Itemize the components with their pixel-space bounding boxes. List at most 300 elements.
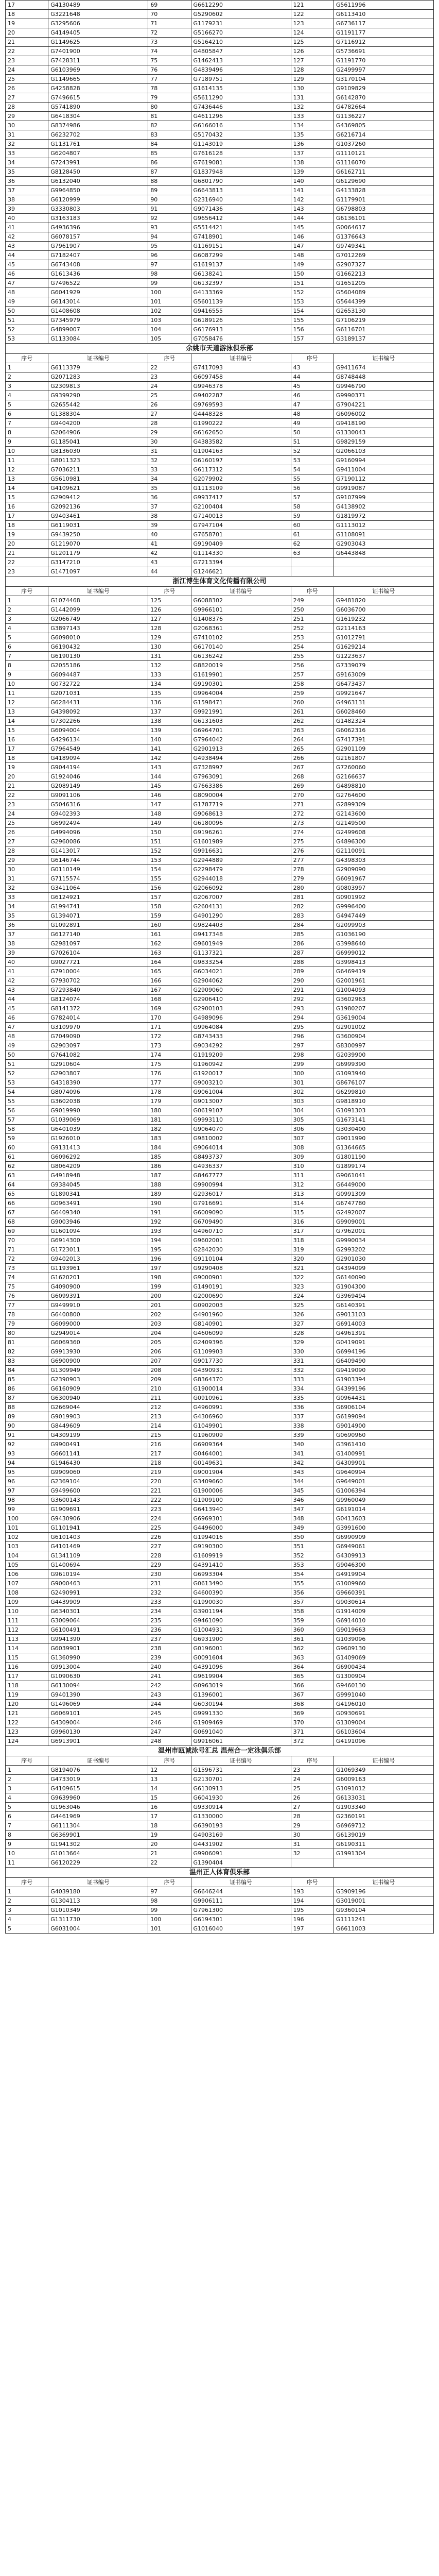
seq-cell: 97 bbox=[148, 1887, 191, 1896]
cert-cell: G9909060 bbox=[48, 1468, 148, 1477]
cert-cell: G4782664 bbox=[333, 103, 433, 112]
seq-cell: 91 bbox=[6, 1431, 48, 1440]
table-row bbox=[6, 1690, 434, 1700]
table-row bbox=[6, 410, 434, 419]
table-row bbox=[6, 902, 434, 911]
seq-cell: 76 bbox=[148, 65, 191, 75]
cert-cell: G6078157 bbox=[48, 232, 148, 242]
cert-cell: G9418190 bbox=[333, 419, 433, 428]
cert-cell: G4901960 bbox=[191, 1310, 291, 1319]
cert-cell: G1394071 bbox=[48, 911, 148, 921]
seq-cell: 106 bbox=[6, 1570, 48, 1579]
cert-cell: G3991600 bbox=[333, 1523, 433, 1533]
seq-cell: 321 bbox=[291, 1264, 333, 1273]
table-row bbox=[6, 1115, 434, 1125]
seq-cell bbox=[291, 567, 333, 577]
seq-header: 序号 bbox=[6, 1878, 48, 1887]
seq-cell: 86 bbox=[148, 158, 191, 167]
cert-cell: G6160197 bbox=[191, 456, 291, 465]
seq-cell: 189 bbox=[148, 1190, 191, 1199]
cert-cell: G9601949 bbox=[191, 939, 291, 948]
cert-cell: G4896300 bbox=[333, 837, 433, 846]
table-row bbox=[6, 1625, 434, 1635]
cert-cell: G9068613 bbox=[191, 809, 291, 819]
table-row bbox=[6, 549, 434, 558]
seq-cell: 44 bbox=[148, 567, 191, 577]
table-row bbox=[6, 1681, 434, 1690]
table-row bbox=[6, 1766, 434, 1775]
seq-cell: 139 bbox=[148, 726, 191, 735]
seq-cell: 88 bbox=[148, 177, 191, 186]
table-row bbox=[6, 19, 434, 28]
seq-cell: 330 bbox=[291, 1347, 333, 1357]
table-row bbox=[6, 232, 434, 242]
cert-cell: G1093940 bbox=[333, 1069, 433, 1078]
cert-cell: G9649001 bbox=[333, 1477, 433, 1486]
cert-cell: G8467777 bbox=[191, 1171, 291, 1180]
seq-cell: 172 bbox=[148, 1032, 191, 1041]
cert-cell: G9996400 bbox=[333, 902, 433, 911]
table-row bbox=[6, 521, 434, 530]
seq-cell: 94 bbox=[6, 1459, 48, 1468]
table-row bbox=[6, 177, 434, 186]
cert-cell: G1620201 bbox=[48, 1273, 148, 1282]
seq-cell: 61 bbox=[291, 530, 333, 539]
seq-cell: 32 bbox=[148, 456, 191, 465]
table-row bbox=[6, 167, 434, 177]
seq-cell: 92 bbox=[6, 1440, 48, 1449]
cert-cell: G1193961 bbox=[48, 1264, 148, 1273]
cert-cell: G4989096 bbox=[191, 1013, 291, 1023]
seq-cell: 202 bbox=[148, 1310, 191, 1319]
cert-cell: G3109970 bbox=[48, 1023, 148, 1032]
seq-cell: 7 bbox=[6, 419, 48, 428]
seq-cell: 240 bbox=[148, 1663, 191, 1672]
table-row bbox=[6, 1793, 434, 1803]
cert-cell: G0691040 bbox=[191, 1727, 291, 1737]
seq-cell: 224 bbox=[148, 1514, 191, 1523]
seq-cell: 319 bbox=[291, 1245, 333, 1255]
cert-cell: G8011323 bbox=[48, 456, 148, 465]
table-row bbox=[6, 205, 434, 214]
seq-cell: 158 bbox=[148, 902, 191, 911]
cert-cell: G6798803 bbox=[333, 205, 433, 214]
table-row bbox=[6, 223, 434, 232]
seq-cell: 52 bbox=[6, 1069, 48, 1078]
cert-cell: G0149631 bbox=[191, 1459, 291, 1468]
cert-cell: G9064070 bbox=[191, 1125, 291, 1134]
seq-cell: 21 bbox=[6, 549, 48, 558]
cert-cell: G6390193 bbox=[191, 1821, 291, 1831]
seq-cell: 24 bbox=[291, 1775, 333, 1784]
seq-cell: 361 bbox=[291, 1635, 333, 1644]
seq-cell: 49 bbox=[6, 297, 48, 307]
seq-cell: 339 bbox=[291, 1431, 333, 1440]
seq-cell: 209 bbox=[148, 1375, 191, 1384]
seq-cell: 8 bbox=[6, 1831, 48, 1840]
seq-cell: 84 bbox=[148, 140, 191, 149]
cert-cell: G4901290 bbox=[191, 911, 291, 921]
seq-cell: 310 bbox=[291, 1162, 333, 1171]
seq-cell: 201 bbox=[148, 1301, 191, 1310]
cert-cell: G3602038 bbox=[48, 1097, 148, 1106]
cert-cell: G0901992 bbox=[333, 893, 433, 902]
seq-cell: 124 bbox=[291, 28, 333, 38]
seq-cell: 25 bbox=[6, 75, 48, 84]
table-row bbox=[6, 1004, 434, 1013]
seq-cell: 24 bbox=[148, 382, 191, 391]
seq-cell: 314 bbox=[291, 1199, 333, 1208]
cert-cell: G1133084 bbox=[48, 334, 148, 344]
seq-cell: 90 bbox=[6, 1421, 48, 1431]
cert-cell: G1963046 bbox=[48, 1803, 148, 1812]
cert-cell: G6009163 bbox=[333, 1775, 433, 1784]
seq-cell: 12 bbox=[148, 1766, 191, 1775]
cert-cell: G9399290 bbox=[48, 391, 148, 400]
cert-cell: G6969712 bbox=[333, 1821, 433, 1831]
table-row bbox=[6, 1561, 434, 1570]
cert-cell: G6101403 bbox=[48, 1533, 148, 1542]
seq-cell: 5 bbox=[6, 1924, 48, 1934]
seq-cell: 153 bbox=[148, 856, 191, 865]
cert-cell: G1903394 bbox=[333, 1375, 433, 1384]
cert-cell: G9602001 bbox=[191, 1236, 291, 1245]
table-row bbox=[6, 1588, 434, 1598]
seq-cell: 32 bbox=[6, 140, 48, 149]
seq-cell: 55 bbox=[6, 1097, 48, 1106]
cert-cell: G6120999 bbox=[48, 195, 148, 205]
seq-cell: 198 bbox=[148, 1273, 191, 1282]
cert-cell: G1036190 bbox=[333, 930, 433, 939]
cert-cell: G6736117 bbox=[333, 19, 433, 28]
seq-cell: 130 bbox=[291, 84, 333, 93]
cert-cell: G1471097 bbox=[48, 567, 148, 577]
cert-cell: G9013007 bbox=[191, 1097, 291, 1106]
cert-cell: G1900006 bbox=[191, 1486, 291, 1496]
seq-cell: 356 bbox=[291, 1588, 333, 1598]
cert-cell: G4398303 bbox=[333, 856, 433, 865]
seq-cell: 9 bbox=[6, 1840, 48, 1849]
seq-cell: 184 bbox=[148, 1143, 191, 1153]
table-row bbox=[6, 1412, 434, 1421]
cert-cell: G9401390 bbox=[48, 1690, 148, 1700]
seq-cell: 231 bbox=[148, 1579, 191, 1588]
cert-cell: G9946378 bbox=[191, 382, 291, 391]
cert-cell: G5741890 bbox=[48, 103, 148, 112]
table-row bbox=[6, 791, 434, 800]
cert-cell: G6069101 bbox=[48, 1709, 148, 1718]
table-row bbox=[6, 1727, 434, 1737]
cert-cell: G6170140 bbox=[191, 642, 291, 652]
cert-cell: G9003946 bbox=[48, 1217, 148, 1227]
seq-cell: 294 bbox=[291, 1013, 333, 1023]
table-row bbox=[6, 1255, 434, 1264]
table-row bbox=[6, 400, 434, 410]
cert-cell: G9000463 bbox=[48, 1579, 148, 1588]
seq-cell: 97 bbox=[148, 260, 191, 269]
seq-cell: 111 bbox=[6, 1616, 48, 1625]
seq-cell: 109 bbox=[6, 1598, 48, 1607]
seq-cell: 61 bbox=[6, 1153, 48, 1162]
table-row bbox=[6, 1050, 434, 1060]
cert-cell: G1619137 bbox=[191, 260, 291, 269]
seq-cell: 4 bbox=[6, 1915, 48, 1924]
cert-cell: G6743408 bbox=[48, 260, 148, 269]
seq-cell: 281 bbox=[291, 893, 333, 902]
cert-cell: G4369805 bbox=[333, 121, 433, 130]
seq-cell: 302 bbox=[291, 1088, 333, 1097]
cert-cell: G7962001 bbox=[333, 1227, 433, 1236]
cert-cell: G1960909 bbox=[191, 1431, 291, 1440]
seq-cell: 287 bbox=[291, 948, 333, 958]
table-row bbox=[6, 1775, 434, 1784]
cert-cell: G7036211 bbox=[48, 465, 148, 474]
seq-cell: 3 bbox=[6, 1906, 48, 1915]
seq-cell: 35 bbox=[6, 167, 48, 177]
cert-cell: G8820019 bbox=[191, 661, 291, 670]
cert-cell: G9619904 bbox=[191, 1672, 291, 1681]
table-row bbox=[6, 1264, 434, 1273]
cert-cell: G1111241 bbox=[333, 1915, 433, 1924]
seq-cell: 291 bbox=[291, 986, 333, 995]
cert-cell: G1496069 bbox=[48, 1700, 148, 1709]
seq-cell: 15 bbox=[148, 1793, 191, 1803]
cert-cell: G7345979 bbox=[48, 316, 148, 325]
table-row bbox=[6, 1477, 434, 1486]
seq-cell: 17 bbox=[148, 1812, 191, 1821]
cert-cell: G1143019 bbox=[191, 140, 291, 149]
seq-cell: 13 bbox=[6, 474, 48, 484]
cert-cell: G5170432 bbox=[191, 130, 291, 140]
cert-cell: G4431902 bbox=[191, 1840, 291, 1849]
seq-cell: 247 bbox=[148, 1727, 191, 1737]
cert-cell: G2369104 bbox=[48, 1477, 148, 1486]
cert-cell: G9769593 bbox=[191, 400, 291, 410]
cert-cell: G2309813 bbox=[48, 382, 148, 391]
cert-cell: G1390404 bbox=[191, 1858, 291, 1868]
seq-cell: 78 bbox=[6, 1310, 48, 1319]
cert-cell: G4936337 bbox=[191, 1162, 291, 1171]
table-row bbox=[6, 1060, 434, 1069]
cert-cell: G9610194 bbox=[48, 1570, 148, 1579]
cert-cell: G1179901 bbox=[333, 195, 433, 205]
seq-cell: 121 bbox=[291, 1, 333, 10]
seq-cell: 31 bbox=[148, 447, 191, 456]
seq-cell: 126 bbox=[148, 605, 191, 615]
table-row bbox=[6, 288, 434, 297]
cert-cell: G6409490 bbox=[333, 1357, 433, 1366]
table-row bbox=[6, 1653, 434, 1663]
cert-cell: G0902003 bbox=[191, 1301, 291, 1310]
cert-cell: G7182407 bbox=[48, 251, 148, 260]
cert-cell: G9403461 bbox=[48, 512, 148, 521]
seq-cell: 4 bbox=[6, 1793, 48, 1803]
cert-cell: G6132040 bbox=[48, 177, 148, 186]
cert-cell: G9196261 bbox=[191, 828, 291, 837]
cert-cell: G4919904 bbox=[333, 1570, 433, 1579]
seq-cell: 79 bbox=[148, 93, 191, 103]
cert-cell: G9818910 bbox=[333, 1097, 433, 1106]
seq-cell: 86 bbox=[6, 1384, 48, 1394]
cert-cell: G9640994 bbox=[333, 1468, 433, 1477]
cert-cell: G6969301 bbox=[191, 1514, 291, 1523]
seq-cell: 50 bbox=[291, 428, 333, 437]
cert-cell: G6993304 bbox=[191, 1570, 291, 1579]
seq-cell: 134 bbox=[148, 680, 191, 689]
table-row bbox=[6, 1134, 434, 1143]
seq-cell: 87 bbox=[6, 1394, 48, 1403]
cert-cell: G5736691 bbox=[333, 47, 433, 56]
cert-cell: G2492007 bbox=[333, 1208, 433, 1217]
cert-cell: G6931900 bbox=[191, 1635, 291, 1644]
seq-cell: 23 bbox=[6, 56, 48, 65]
cert-cell: G9990371 bbox=[333, 391, 433, 400]
seq-cell: 169 bbox=[148, 1004, 191, 1013]
cert-cell: G0963491 bbox=[48, 1199, 148, 1208]
seq-cell: 249 bbox=[291, 596, 333, 605]
seq-cell: 50 bbox=[6, 1050, 48, 1060]
seq-cell: 115 bbox=[6, 1653, 48, 1663]
cert-cell: G4138902 bbox=[333, 502, 433, 512]
seq-cell: 88 bbox=[6, 1403, 48, 1412]
seq-cell: 150 bbox=[148, 828, 191, 837]
seq-cell: 174 bbox=[148, 1050, 191, 1060]
cert-cell: G1311730 bbox=[48, 1915, 148, 1924]
cert-cell: G3619004 bbox=[333, 1013, 433, 1023]
seq-cell: 156 bbox=[291, 325, 333, 334]
certificate-table bbox=[5, 0, 434, 1934]
seq-cell: 22 bbox=[148, 1858, 191, 1868]
cert-cell: G1991304 bbox=[333, 1849, 433, 1858]
table-row bbox=[6, 447, 434, 456]
table-row bbox=[6, 1523, 434, 1533]
seq-cell: 25 bbox=[148, 391, 191, 400]
seq-cell: 206 bbox=[148, 1347, 191, 1357]
seq-cell: 334 bbox=[291, 1384, 333, 1394]
table-row bbox=[6, 1718, 434, 1727]
seq-cell: 312 bbox=[291, 1180, 333, 1190]
cert-cell: G1376643 bbox=[333, 232, 433, 242]
table-row bbox=[6, 1496, 434, 1505]
cert-cell: G2944889 bbox=[191, 856, 291, 865]
seq-cell: 76 bbox=[6, 1292, 48, 1301]
seq-cell: 11 bbox=[6, 689, 48, 698]
cert-cell: G9330914 bbox=[191, 1803, 291, 1812]
cert-cell: G9402013 bbox=[48, 1255, 148, 1264]
seq-cell: 89 bbox=[6, 1412, 48, 1421]
seq-cell: 217 bbox=[148, 1449, 191, 1459]
cert-cell: G6129690 bbox=[333, 177, 433, 186]
seq-header: 序号 bbox=[148, 1756, 191, 1766]
cert-cell: G2903097 bbox=[48, 1041, 148, 1050]
cert-cell: G9416555 bbox=[191, 307, 291, 316]
seq-cell: 5 bbox=[6, 400, 48, 410]
seq-cell: 352 bbox=[291, 1551, 333, 1561]
seq-cell: 270 bbox=[291, 791, 333, 800]
seq-cell: 80 bbox=[6, 1329, 48, 1338]
seq-cell: 97 bbox=[6, 1486, 48, 1496]
seq-cell: 272 bbox=[291, 809, 333, 819]
table-row bbox=[6, 930, 434, 939]
seq-cell: 152 bbox=[148, 846, 191, 856]
seq-cell: 107 bbox=[6, 1579, 48, 1588]
seq-cell: 81 bbox=[148, 112, 191, 121]
cert-cell: G1442099 bbox=[48, 605, 148, 615]
cert-cell: G4039180 bbox=[48, 1887, 148, 1896]
seq-cell: 102 bbox=[6, 1533, 48, 1542]
table-row bbox=[6, 1301, 434, 1310]
seq-cell: 2 bbox=[6, 372, 48, 382]
cert-cell: G6160909 bbox=[48, 1384, 148, 1394]
seq-cell: 98 bbox=[148, 269, 191, 279]
cert-cell: G3409660 bbox=[191, 1477, 291, 1486]
seq-cell: 35 bbox=[148, 484, 191, 493]
seq-cell: 143 bbox=[148, 763, 191, 772]
cert-cell: G9019903 bbox=[48, 1412, 148, 1421]
seq-cell: 24 bbox=[6, 65, 48, 75]
table-row bbox=[6, 1505, 434, 1514]
seq-cell: 326 bbox=[291, 1310, 333, 1319]
cert-cell: G6190311 bbox=[333, 1840, 433, 1849]
cert-cell: G6914010 bbox=[333, 1616, 433, 1625]
seq-cell: 14 bbox=[6, 484, 48, 493]
seq-cell: 33 bbox=[6, 149, 48, 158]
seq-cell: 142 bbox=[148, 754, 191, 763]
cert-cell: G6096292 bbox=[48, 1153, 148, 1162]
cert-cell: G4390931 bbox=[191, 1366, 291, 1375]
cert-cell: G6646244 bbox=[191, 1887, 291, 1896]
cert-cell: G0803997 bbox=[333, 884, 433, 893]
cert-cell: G7012269 bbox=[333, 251, 433, 260]
table-row bbox=[6, 819, 434, 828]
cert-cell: G4296134 bbox=[48, 735, 148, 744]
cert-cell: G4611296 bbox=[191, 112, 291, 121]
cert-cell: G6413940 bbox=[191, 1505, 291, 1514]
cert-cell: G9913930 bbox=[48, 1347, 148, 1357]
cert-cell: G4258828 bbox=[48, 84, 148, 93]
seq-cell: 22 bbox=[6, 558, 48, 567]
table-row bbox=[6, 65, 434, 75]
seq-cell: 284 bbox=[291, 921, 333, 930]
seq-cell: 195 bbox=[291, 1906, 333, 1915]
cert-cell: G4960710 bbox=[191, 1227, 291, 1236]
cert-cell: G1601989 bbox=[191, 837, 291, 846]
cert-cell: G6709490 bbox=[191, 1217, 291, 1227]
cert-cell: G1090630 bbox=[48, 1672, 148, 1681]
cert-cell: G9402393 bbox=[48, 809, 148, 819]
seq-cell: 266 bbox=[291, 754, 333, 763]
cert-cell: G1049901 bbox=[191, 1421, 291, 1431]
seq-cell: 130 bbox=[148, 642, 191, 652]
cert-cell: G1114330 bbox=[191, 549, 291, 558]
cert-cell: G6906104 bbox=[333, 1403, 433, 1412]
seq-cell: 233 bbox=[148, 1598, 191, 1607]
seq-cell: 47 bbox=[6, 279, 48, 288]
seq-cell: 101 bbox=[148, 1924, 191, 1934]
cert-cell: G2909090 bbox=[333, 865, 433, 874]
table-row bbox=[6, 1915, 434, 1924]
cert-cell: G9109829 bbox=[333, 84, 433, 93]
seq-cell: 300 bbox=[291, 1069, 333, 1078]
table-row bbox=[6, 735, 434, 744]
cert-header: 证书编号 bbox=[333, 354, 433, 363]
seq-cell: 101 bbox=[6, 1523, 48, 1533]
seq-cell: 200 bbox=[148, 1292, 191, 1301]
cert-cell: G6216714 bbox=[333, 130, 433, 140]
table-row bbox=[6, 1375, 434, 1384]
table-row bbox=[6, 38, 434, 47]
seq-cell: 41 bbox=[6, 967, 48, 976]
